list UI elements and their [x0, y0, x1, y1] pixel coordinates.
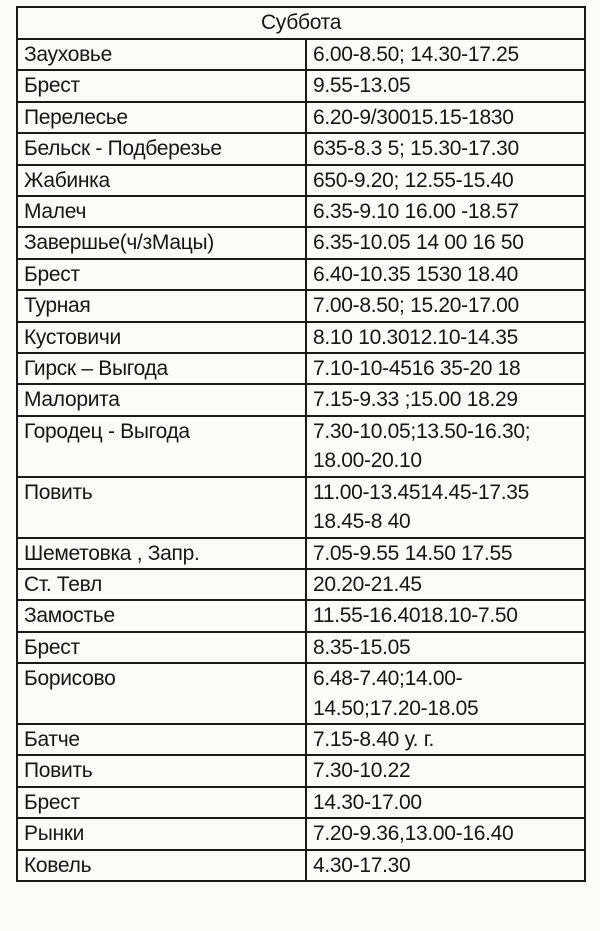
destination-cell: Брест — [17, 259, 306, 290]
departure-times-cell: 7.30-10.22 — [306, 755, 585, 786]
table-row — [17, 477, 585, 538]
table-header-row — [17, 7, 585, 39]
destination-cell: Бельск - Подберезье — [17, 133, 306, 164]
destination-cell: Замостье — [17, 600, 306, 631]
destination-cell: Повить — [17, 755, 306, 786]
table-row — [17, 569, 585, 600]
schedule-table — [16, 6, 586, 882]
departure-times-cell: 14.30-17.00 — [306, 787, 585, 818]
departure-times-cell: 7.10-10-4516 35-20 18 — [306, 353, 585, 384]
table-row — [17, 600, 585, 631]
departure-times-cell: 6.00-8.50; 14.30-17.25 — [306, 39, 585, 70]
destination-cell: Шеметовка , Запр. — [17, 538, 306, 569]
table-row — [17, 818, 585, 849]
departure-times-cell: 650-9.20; 12.55-15.40 — [306, 165, 585, 196]
table-row — [17, 632, 585, 663]
departure-times-cell: 7.15-8.40 у. г. — [306, 724, 585, 755]
departure-times-cell: 6.35-10.05 14 00 16 50 — [306, 227, 585, 258]
departure-times-cell: 6.40-10.35 1530 18.40 — [306, 259, 585, 290]
departure-times-cell: 6.20-9/30015.15-1830 — [306, 102, 585, 133]
destination-cell: Борисово — [17, 663, 306, 724]
table-row — [17, 259, 585, 290]
destination-cell: Зауховье — [17, 39, 306, 70]
table-row — [17, 39, 585, 70]
departure-times-cell: 635-8.3 5; 15.30-17.30 — [306, 133, 585, 164]
departure-times-cell: 7.05-9.55 14.50 17.55 — [306, 538, 585, 569]
table-row — [17, 755, 585, 786]
departure-times-cell: 9.55-13.05 — [306, 70, 585, 101]
destination-cell: Брест — [17, 70, 306, 101]
destination-cell: Турная — [17, 290, 306, 321]
table-row — [17, 538, 585, 569]
table-row — [17, 353, 585, 384]
destination-cell: Батче — [17, 724, 306, 755]
table-row — [17, 384, 585, 415]
destination-cell: Брест — [17, 787, 306, 818]
departure-times-cell: 11.00-13.4514.45-17.35 18.45-8 40 — [306, 477, 585, 538]
departure-times-cell: 11.55-16.4018.10-7.50 — [306, 600, 585, 631]
destination-cell: Малорита — [17, 384, 306, 415]
schedule-rows — [17, 39, 585, 881]
departure-times-cell: 7.30-10.05;13.50-16.30; 18.00-20.10 — [306, 416, 585, 477]
destination-cell: Ст. Тевл — [17, 569, 306, 600]
destination-cell: Жабинка — [17, 165, 306, 196]
destination-cell: Рынки — [17, 818, 306, 849]
departure-times-cell: 20.20-21.45 — [306, 569, 585, 600]
table-row — [17, 787, 585, 818]
destination-cell: Завершье(ч/зМацы) — [17, 227, 306, 258]
table-row — [17, 663, 585, 724]
table-row — [17, 724, 585, 755]
table-row — [17, 322, 585, 353]
departure-times-cell: 6.48-7.40;14.00- 14.50;17.20-18.05 — [306, 663, 585, 724]
destination-cell: Городец - Выгода — [17, 416, 306, 477]
table-row — [17, 290, 585, 321]
table-row — [17, 102, 585, 133]
destination-cell: Перелесье — [17, 102, 306, 133]
departure-times-cell: 7.20-9.36,13.00-16.40 — [306, 818, 585, 849]
table-row — [17, 850, 585, 881]
departure-times-cell: 4.30-17.30 — [306, 850, 585, 881]
departure-times-cell: 7.00-8.50; 15.20-17.00 — [306, 290, 585, 321]
table-row — [17, 227, 585, 258]
destination-cell: Повить — [17, 477, 306, 538]
destination-cell: Малеч — [17, 196, 306, 227]
departure-times-cell: 8.10 10.3012.10-14.35 — [306, 322, 585, 353]
destination-cell: Кустовичи — [17, 322, 306, 353]
table-row — [17, 416, 585, 477]
table-row — [17, 165, 585, 196]
departure-times-cell: 8.35-15.05 — [306, 632, 585, 663]
table-row — [17, 196, 585, 227]
destination-cell: Ковель — [17, 850, 306, 881]
departure-times-cell: 7.15-9.33 ;15.00 18.29 — [306, 384, 585, 415]
day-title: Суббота — [17, 7, 585, 39]
destination-cell: Гирск – Выгода — [17, 353, 306, 384]
departure-times-cell: 6.35-9.10 16.00 -18.57 — [306, 196, 585, 227]
table-row — [17, 70, 585, 101]
table-row — [17, 133, 585, 164]
destination-cell: Брест — [17, 632, 306, 663]
